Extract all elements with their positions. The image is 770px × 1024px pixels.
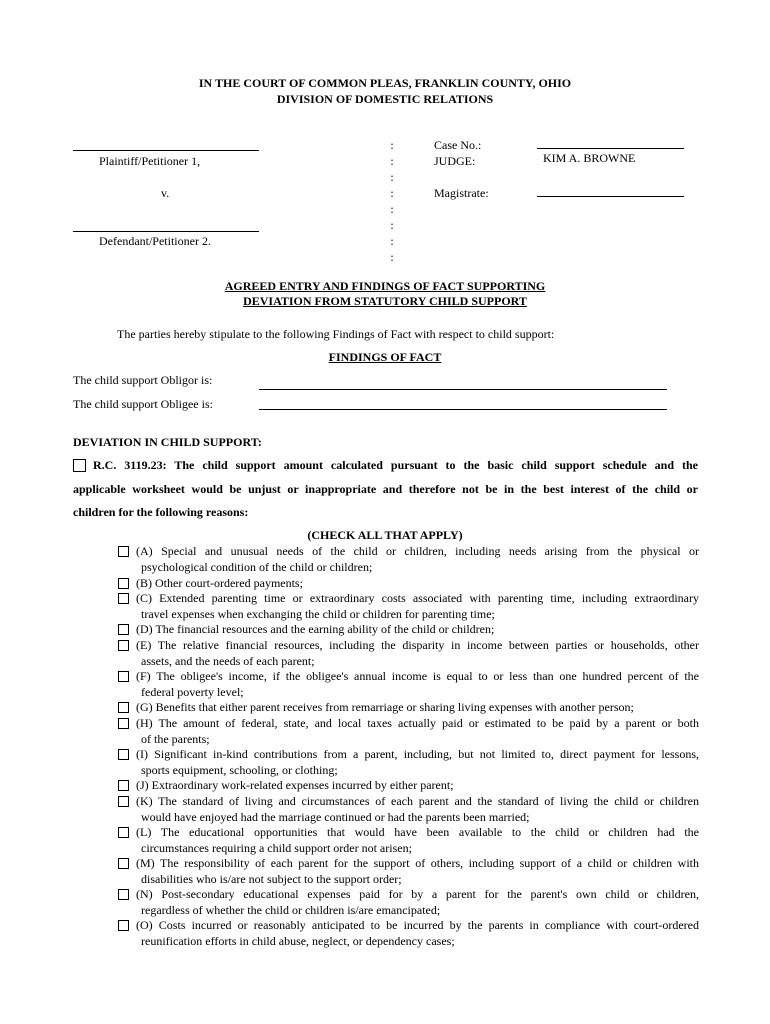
deviation-factor-text-cont: sports equipment, schooling, or clothing;: [141, 762, 338, 777]
magistrate-field[interactable]: [537, 196, 684, 197]
deviation-factor-item: [136, 794, 699, 825]
deviation-factor-text-cont: psychological condition of the child or children;: [141, 559, 373, 574]
deviation-heading: DEVIATION IN CHILD SUPPORT:: [73, 435, 262, 449]
deviation-factor-item: [136, 856, 699, 887]
deviation-factor-item: [136, 918, 699, 949]
deviation-factor-text: (D) The financial resources and the earning ability of the child or children;: [136, 622, 495, 636]
caption-colon: :: [390, 154, 394, 168]
deviation-factor-checkbox[interactable]: [118, 578, 129, 589]
deviation-factor-checkbox[interactable]: [118, 749, 129, 760]
deviation-factor-item: [136, 700, 699, 716]
document-title-line1: AGREED ENTRY AND FINDINGS OF FACT SUPPORTING: [224, 279, 546, 293]
court-name: IN THE COURT OF COMMON PLEAS, FRANKLIN COUNTY, OHIO: [198, 76, 572, 90]
document-title-line2: DEVIATION FROM STATUTORY CHILD SUPPORT: [243, 294, 527, 308]
deviation-factor-checkbox[interactable]: [118, 593, 129, 604]
deviation-factor-checkbox[interactable]: [118, 546, 129, 557]
judge-label: JUDGE:: [434, 154, 476, 168]
magistrate-label: Magistrate:: [434, 186, 489, 200]
rc-text-line2: applicable worksheet would be unjust or inappropriate and therefore not be in the best interest of the child or: [73, 482, 698, 496]
defendant-label: Defendant/Petitioner 2.: [99, 234, 211, 248]
obligor-field[interactable]: [259, 389, 667, 390]
deviation-factor-item: [136, 622, 699, 638]
deviation-factor-checkbox[interactable]: [118, 827, 129, 838]
deviation-factor-checkbox[interactable]: [118, 624, 129, 635]
plaintiff-name-line[interactable]: [73, 150, 259, 151]
deviation-factor-item: [136, 591, 699, 622]
deviation-factor-text: (C) Extended parenting time or extraordinary costs associated with parenting time, including extraordinary: [136, 591, 699, 605]
case-no-label: Case No.:: [434, 138, 482, 152]
deviation-factor-item: [136, 887, 699, 918]
caption-colon: :: [390, 186, 394, 200]
deviation-factor-text: (M) The responsibility of each parent for the support of others, including support of a child or children with: [136, 856, 699, 870]
obligee-field[interactable]: [259, 409, 667, 410]
case-no-field[interactable]: [537, 148, 684, 149]
deviation-factor-checkbox[interactable]: [118, 780, 129, 791]
court-division: DIVISION OF DOMESTIC RELATIONS: [276, 92, 494, 106]
check-all-label: (CHECK ALL THAT APPLY): [307, 528, 463, 542]
deviation-factor-checkbox[interactable]: [118, 718, 129, 729]
deviation-factor-text: (N) Post-secondary educational expenses paid for by a parent for the parent's own child or children,: [136, 887, 699, 901]
deviation-factor-text-cont: reunification efforts in child abuse, neglect, or dependency cases;: [141, 933, 455, 948]
rc-text-line1: R.C. 3119.23: The child support amount calculated pursuant to the basic child support schedule and the: [93, 458, 698, 472]
rc-text-line3: children for the following reasons:: [73, 505, 249, 519]
deviation-factor-text: (F) The obligee's income, if the obligee's annual income is equal to or less than one hundred percent of the: [136, 669, 699, 683]
deviation-factor-text-cont: regardless of whether the child or children is/are emancipated;: [141, 902, 441, 917]
deviation-factor-item: [136, 669, 699, 700]
deviation-factor-text-cont: assets, and the needs of each parent;: [141, 653, 315, 668]
deviation-factor-item: [136, 778, 699, 794]
deviation-factor-checkbox[interactable]: [118, 889, 129, 900]
stipulation-text: The parties hereby stipulate to the following Findings of Fact with respect to child support:: [117, 327, 555, 341]
caption-colon: :: [390, 250, 394, 264]
deviation-factor-checkbox[interactable]: [118, 671, 129, 682]
obligor-label: The child support Obligor is:: [73, 373, 213, 387]
deviation-factor-text: (O) Costs incurred or reasonably anticipated to be incurred by the parents in compliance with court-ordered: [136, 918, 699, 932]
findings-heading: FINDINGS OF FACT: [328, 350, 442, 364]
deviation-factor-item: [136, 544, 699, 575]
deviation-factor-text: (A) Special and unusual needs of the child or children, including needs arising from the physical or: [136, 544, 699, 558]
deviation-factor-text: (H) The amount of federal, state, and local taxes actually paid or estimated to be paid by a parent or both: [136, 716, 699, 730]
caption-colon: :: [390, 138, 394, 152]
deviation-factor-text-cont: travel expenses when exchanging the child or children for parenting time;: [141, 606, 495, 621]
deviation-factor-item: [136, 576, 699, 592]
defendant-name-line[interactable]: [73, 231, 259, 232]
deviation-factor-text-cont: circumstances requiring a child support order not arisen;: [141, 840, 412, 855]
deviation-factor-text: (L) The educational opportunities that would have been available to the child or children had the: [136, 825, 699, 839]
judge-name: KIM A. BROWNE: [543, 151, 636, 165]
obligee-label: The child support Obligee is:: [73, 397, 213, 411]
deviation-factor-text-cont: would have enjoyed had the marriage continued or had the parents been married;: [141, 809, 530, 824]
deviation-factor-text: (E) The relative financial resources, including the disparity in income between parties or households, other: [136, 638, 699, 652]
deviation-factor-checkbox[interactable]: [118, 640, 129, 651]
plaintiff-label: Plaintiff/Petitioner 1,: [99, 154, 201, 168]
deviation-factor-text: (J) Extraordinary work-related expenses incurred by either parent;: [136, 778, 454, 792]
caption-colon: :: [390, 170, 394, 184]
deviation-factor-item: [136, 638, 699, 669]
deviation-factor-text-cont: of the parents;: [141, 731, 210, 746]
deviation-factor-checkbox[interactable]: [118, 796, 129, 807]
deviation-factor-checkbox[interactable]: [118, 920, 129, 931]
caption-colon: :: [390, 234, 394, 248]
caption-colon: :: [390, 218, 394, 232]
deviation-factor-item: [136, 716, 699, 747]
versus-label: v.: [161, 186, 170, 200]
deviation-factor-text: (I) Significant in-kind contributions from a parent, including, but not limited to, direct payment for lessons,: [136, 747, 699, 761]
deviation-factor-text-cont: disabilities who is/are not subject to the support order;: [141, 871, 402, 886]
rc-3119-23-checkbox[interactable]: [73, 459, 86, 472]
deviation-factor-text: (G) Benefits that either parent receives from remarriage or sharing living expenses with another person;: [136, 700, 634, 714]
deviation-factor-checkbox[interactable]: [118, 702, 129, 713]
deviation-factor-text: (K) The standard of living and circumstances of each parent and the standard of living the child or children: [136, 794, 699, 808]
caption-colon: :: [390, 202, 394, 216]
deviation-factor-item: [136, 747, 699, 778]
deviation-factor-item: [136, 825, 699, 856]
deviation-factor-checkbox[interactable]: [118, 858, 129, 869]
deviation-factor-text-cont: federal poverty level;: [141, 684, 244, 699]
deviation-factor-text: (B) Other court-ordered payments;: [136, 576, 303, 590]
